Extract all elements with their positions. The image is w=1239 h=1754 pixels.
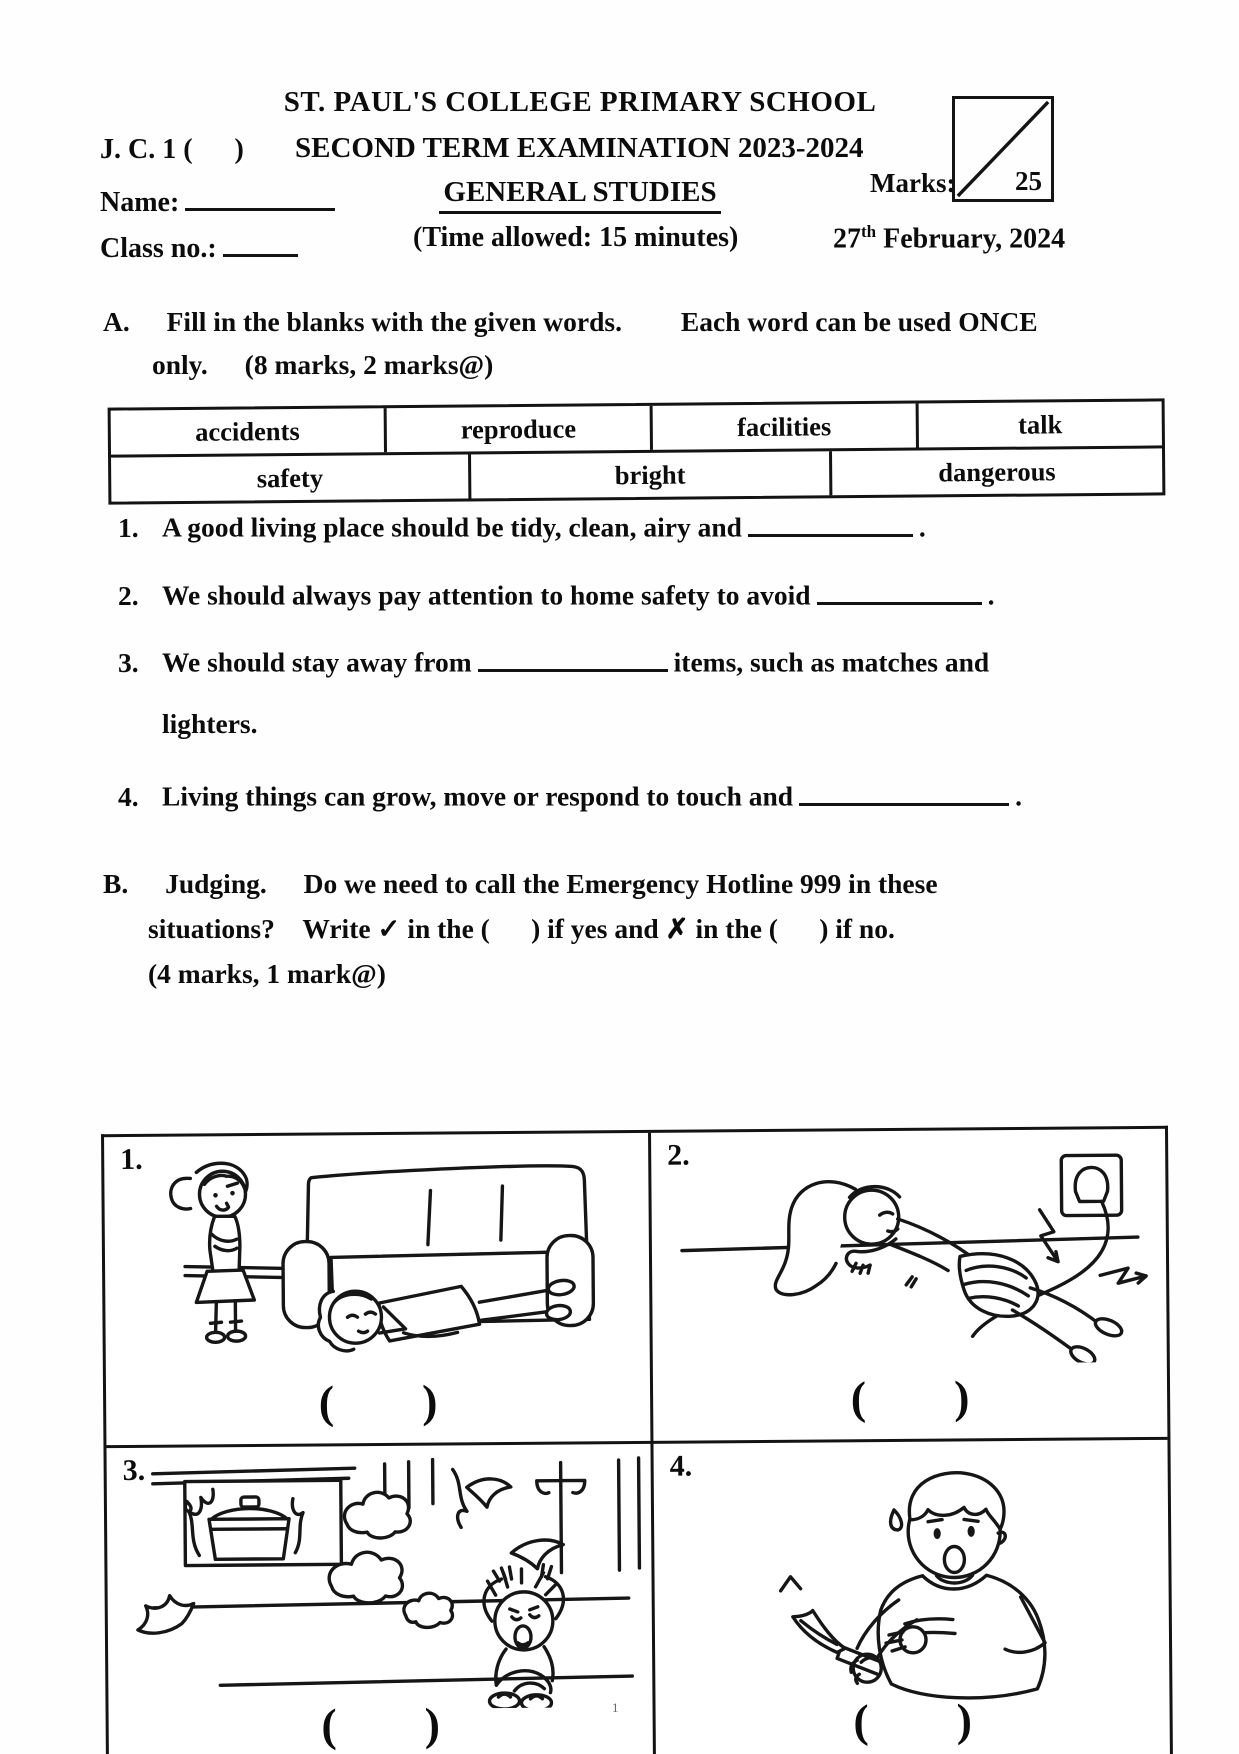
exam-title: SECOND TERM EXAMINATION 2023-2024 (295, 132, 864, 164)
time-allowed: (Time allowed: 15 minutes) (413, 222, 739, 253)
section-b-label: B. (103, 868, 129, 899)
answer-parentheses: ( ) (853, 1694, 973, 1747)
question-3-line2: lighters. (162, 708, 258, 739)
question-2: 2. We should always pay attention to home safety to avoid . (118, 574, 1168, 612)
judging-picture-grid (101, 1126, 1173, 1754)
word-bank-cell: facilities (650, 404, 916, 450)
class-no-blank (223, 226, 298, 257)
illustration-girl-electric-shock (659, 1147, 1161, 1366)
word-bank-cell: dangerous (829, 448, 1163, 495)
word-bank-cell: bright (468, 451, 829, 498)
situation-cell-2 (651, 1129, 1167, 1441)
name-blank (185, 180, 335, 211)
word-bank-cell: talk (915, 401, 1162, 447)
question-3: 3. We should stay away from items, such as matches and (118, 641, 1168, 679)
answer-parentheses: ( ) (850, 1371, 970, 1424)
word-bank-cell: accidents (195, 415, 300, 447)
class-no-label: Class no.: (100, 233, 217, 264)
word-bank-row-2 (111, 445, 1162, 501)
word-bank-cell: reproduce (384, 406, 650, 452)
illustration-girl-fainted-by-sofa (126, 1139, 628, 1375)
name-label: Name: (100, 187, 180, 218)
section-a-instruction-line2: only. (8 marks, 2 marks@) (152, 349, 494, 380)
section-a-label: A. (103, 306, 130, 337)
illustration-kitchen-fire (123, 1452, 645, 1711)
cell-number: 3. (122, 1453, 146, 1488)
section-b-instruction-line2: situations? Write ✓ in the ( ) if yes and ✗ in the ( ) if no. (148, 913, 895, 944)
section-b-instruction-line3: (4 marks, 1 mark@) (148, 958, 386, 989)
situation-cell-1 (104, 1133, 650, 1445)
answer-parentheses: ( ) (318, 1375, 438, 1428)
date-rest: February, 2024 (876, 223, 1066, 255)
situation-cell-4 (653, 1440, 1170, 1754)
class-no-row (100, 226, 304, 265)
name-row (100, 180, 341, 219)
marks-total: 25 (1015, 166, 1042, 196)
answer-blank (817, 574, 982, 605)
word-bank-row-1 (111, 401, 1162, 454)
answer-parentheses: ( ) (321, 1698, 441, 1751)
class-line: J. C. 1 ( ) (100, 134, 244, 165)
exam-date (833, 222, 1065, 255)
word-bank-cell: safety (256, 462, 324, 493)
section-a-instruction-line1: A. Fill in the blanks with the given words. Each word can be used ONCE (103, 306, 1038, 337)
question-1: 1. A good living place should be tidy, clean, airy and . (118, 506, 1168, 544)
date-day: 27 (833, 223, 861, 255)
subject-text: GENERAL STUDIES (439, 176, 720, 214)
illustration-boy-cut-finger-knife (654, 1446, 1176, 1720)
marks-box (952, 96, 1054, 202)
cell-number: 4. (669, 1449, 693, 1483)
situation-cell-3 (106, 1444, 653, 1754)
question-4: 4. Living things can grow, move or respond to touch and . (118, 775, 1168, 813)
marks-label: Marks: (870, 168, 956, 198)
page-number: 1 (612, 1700, 619, 1715)
date-ordinal: th (861, 222, 877, 241)
answer-blank (799, 775, 1009, 806)
answer-blank (478, 641, 668, 672)
word-bank-table (108, 398, 1166, 504)
cell-number: 1. (120, 1142, 143, 1177)
cell-number: 2. (667, 1138, 690, 1172)
school-name: ST. PAUL'S COLLEGE PRIMARY SCHOOL (283, 86, 877, 118)
once-emphasis: ONCE (958, 306, 1038, 337)
answer-blank (748, 506, 913, 537)
subject-title (360, 176, 800, 209)
section-b-instruction-line1: B. Judging. Do we need to call the Emergency Hotline 999 in these (103, 868, 938, 899)
